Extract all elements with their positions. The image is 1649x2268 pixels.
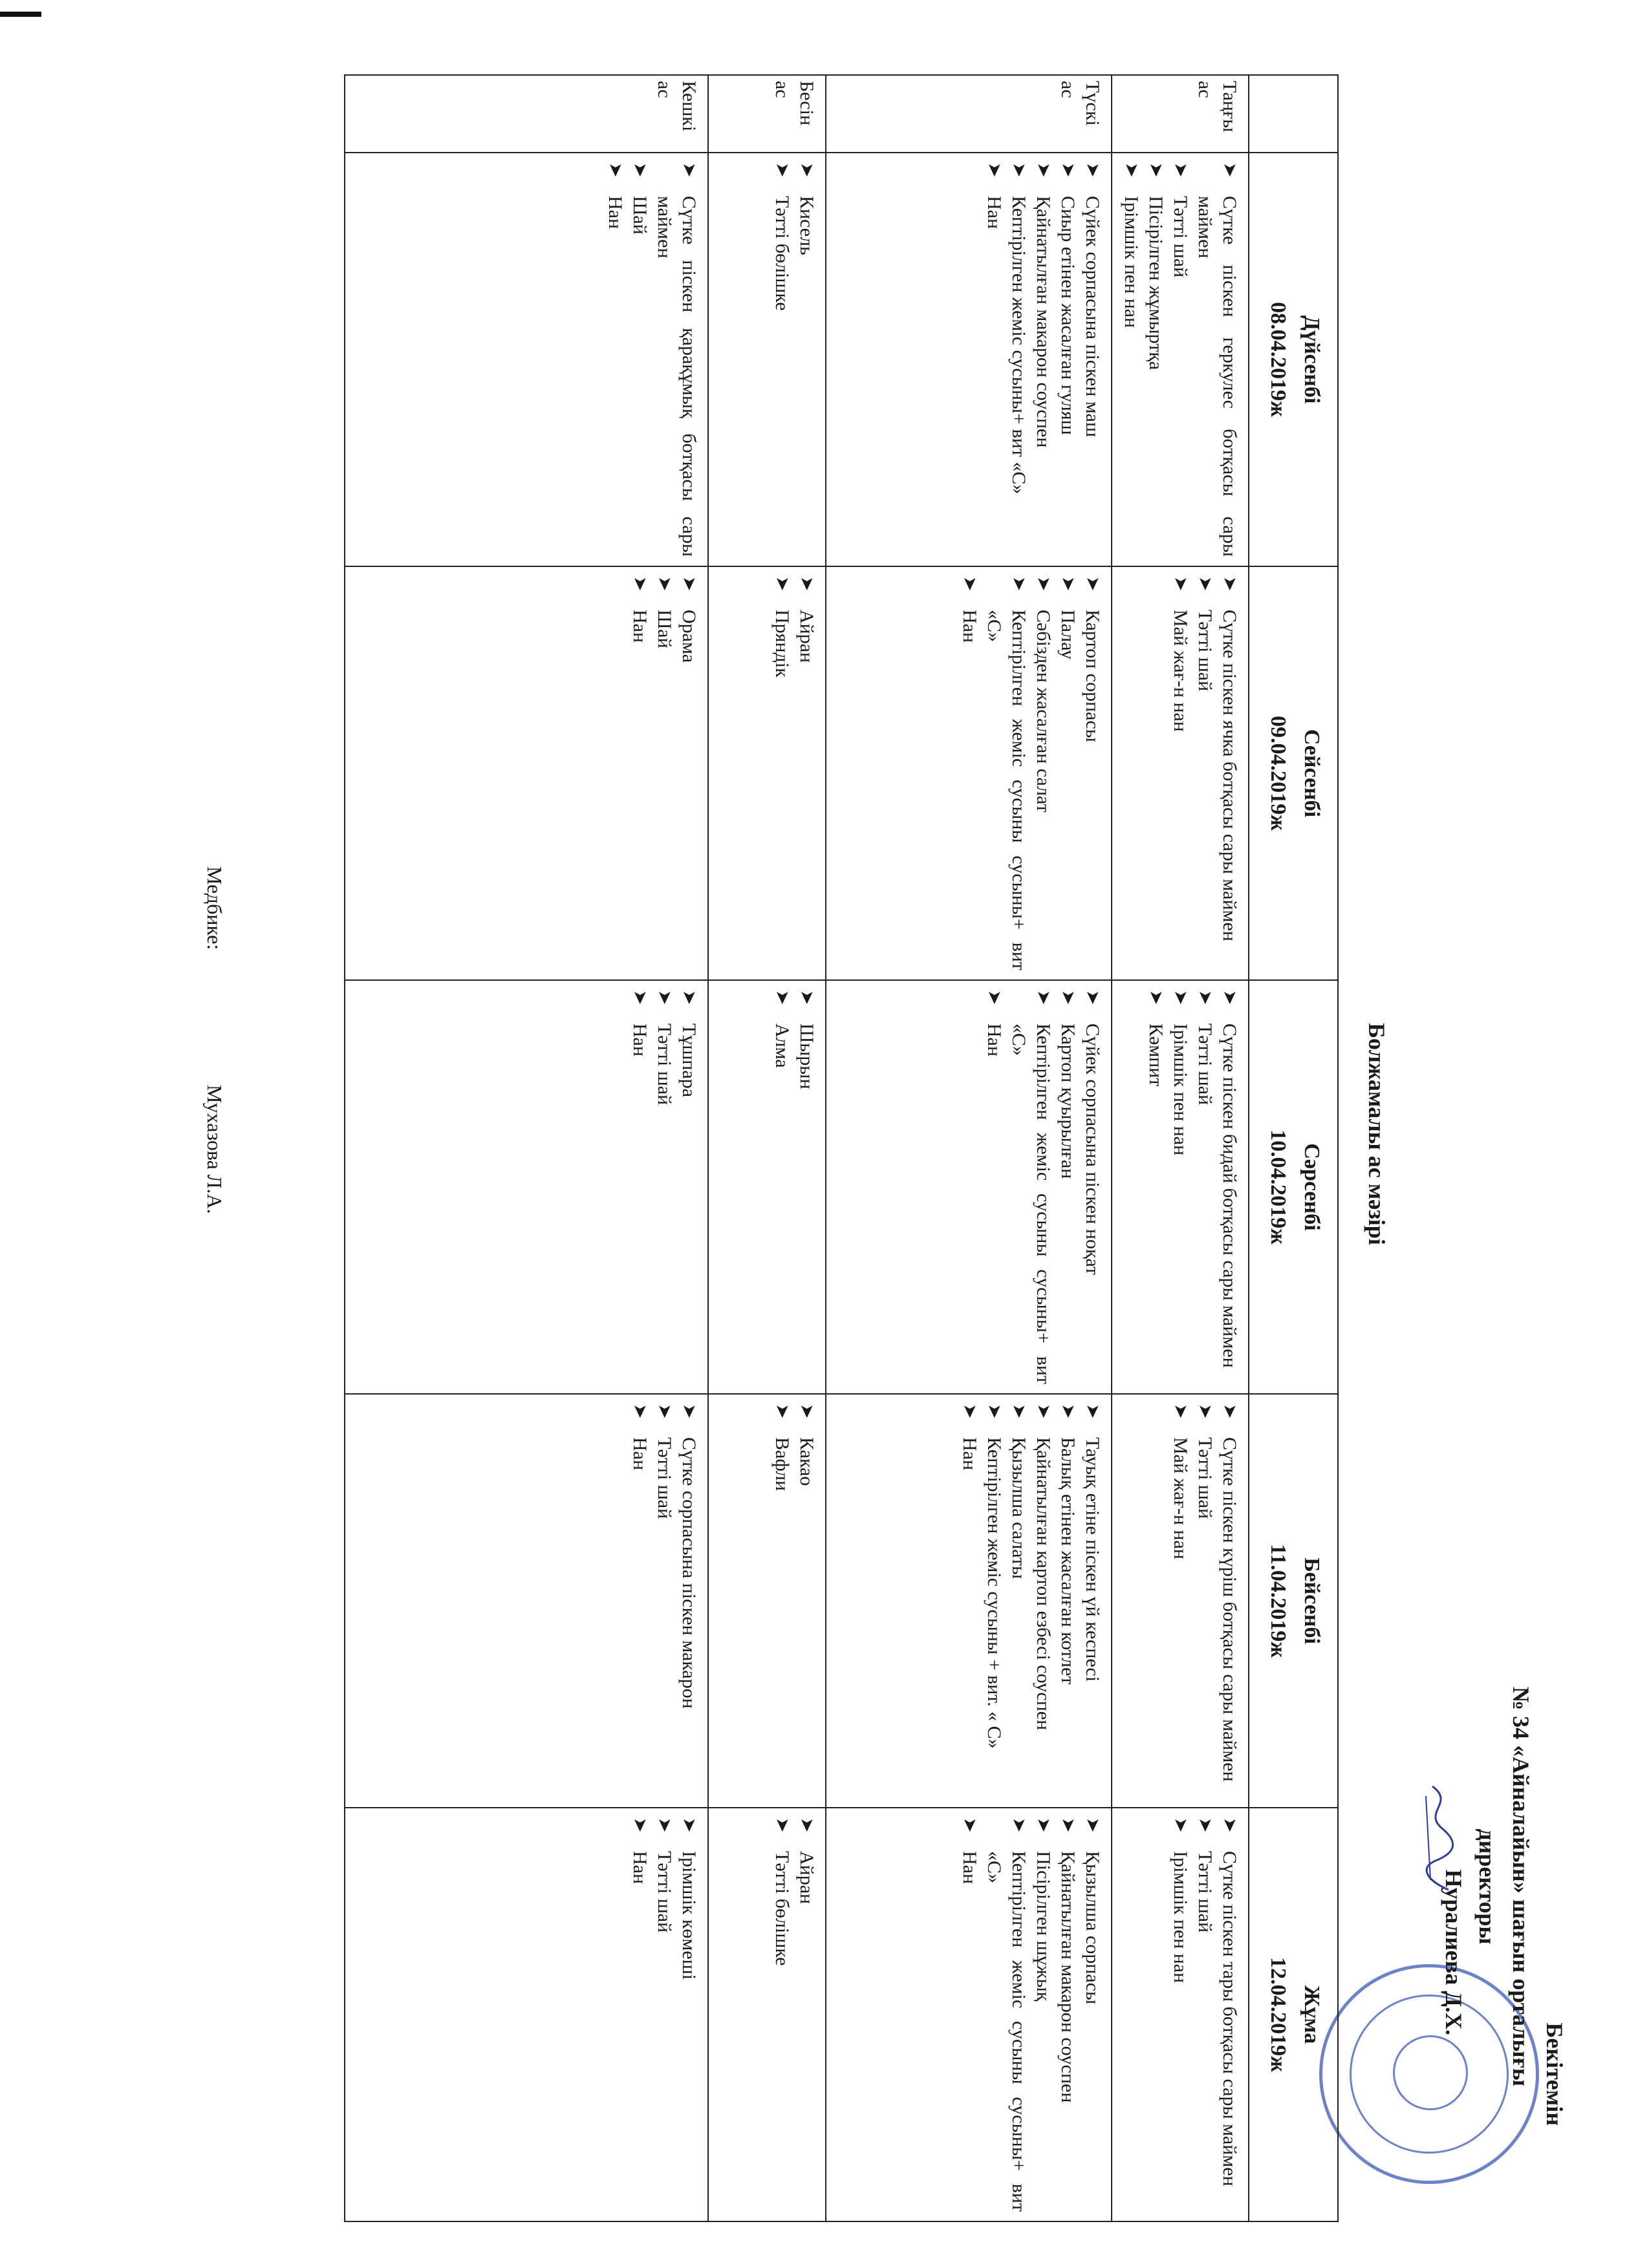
arrow-bullet-icon: ➤ bbox=[1083, 990, 1103, 1005]
dish-list bbox=[1143, 990, 1242, 1384]
dish-text: Тәтті шай bbox=[1194, 1023, 1216, 1106]
dish-item bbox=[1031, 1817, 1055, 2212]
menu-table bbox=[344, 74, 1339, 2222]
dish-item bbox=[1192, 1404, 1217, 1798]
arrow-bullet-icon: ➤ bbox=[1195, 990, 1215, 1005]
arrow-bullet-icon: ➤ bbox=[679, 1404, 699, 1419]
day-date: 12.04.2019ж bbox=[1266, 1957, 1290, 2072]
arrow-bullet-icon: ➤ bbox=[772, 1404, 792, 1419]
arrow-bullet-icon: ➤ bbox=[1033, 162, 1053, 178]
menu-cell bbox=[826, 153, 1112, 566]
arrow-bullet-icon: ➤ bbox=[605, 162, 625, 178]
dish-text: Тәтті шай bbox=[1194, 1437, 1216, 1519]
arrow-bullet-icon: ➤ bbox=[1083, 1404, 1103, 1419]
meal-row bbox=[1112, 75, 1249, 2221]
arrow-bullet-icon: ➤ bbox=[1083, 1817, 1103, 1833]
dish-item bbox=[1055, 162, 1080, 557]
arrow-bullet-icon: ➤ bbox=[984, 1404, 1004, 1419]
dish-text: Сүтке піскен қарақұмық ботқасы сары маймен bbox=[654, 196, 700, 557]
dish-text: Қайнатылған макарон соуспен bbox=[1057, 1851, 1079, 2103]
arrow-bullet-icon: ➤ bbox=[1146, 162, 1166, 178]
dish-item bbox=[1006, 1404, 1031, 1798]
arrow-bullet-icon: ➤ bbox=[1083, 576, 1103, 592]
meal-name: Таңғы ас bbox=[1112, 75, 1249, 153]
dish-item bbox=[652, 576, 676, 970]
dish-item bbox=[1006, 162, 1031, 557]
arrow-bullet-icon: ➤ bbox=[1009, 576, 1029, 592]
arrow-bullet-icon: ➤ bbox=[679, 1817, 699, 1833]
arrow-bullet-icon: ➤ bbox=[1058, 576, 1078, 592]
dish-item bbox=[676, 576, 701, 970]
dish-item bbox=[652, 162, 701, 557]
menu-cell bbox=[1112, 1808, 1249, 2221]
dish-item bbox=[1168, 576, 1192, 970]
dish-text: Кептірілген жеміс сусыны сусыны+ вит «С» bbox=[984, 610, 1029, 970]
dish-item bbox=[652, 1817, 676, 2212]
menu-cell bbox=[708, 1808, 826, 2221]
arrow-bullet-icon: ➤ bbox=[654, 1404, 674, 1419]
menu-cell bbox=[708, 153, 826, 566]
day-date: 11.04.2019ж bbox=[1266, 1544, 1290, 1658]
menu-cell bbox=[345, 1394, 708, 1808]
dish-item bbox=[652, 990, 676, 1384]
dish-text: Нан bbox=[959, 1437, 980, 1471]
arrow-bullet-icon: ➤ bbox=[797, 162, 817, 178]
approval-block bbox=[1437, 1641, 1571, 2132]
director-signature bbox=[1416, 1783, 1461, 1893]
arrow-bullet-icon: ➤ bbox=[984, 990, 1004, 1005]
header-corner-cell bbox=[1249, 75, 1338, 153]
dish-text: Нан bbox=[984, 1023, 1005, 1057]
dish-item bbox=[957, 1817, 982, 2212]
dish-text: Кептірілген жеміс сусыны сусыны+ вит «С» bbox=[984, 1851, 1029, 2212]
nurse-signature-line bbox=[202, 866, 226, 1214]
dish-text: Кәмпит bbox=[1145, 1023, 1167, 1087]
dish-item bbox=[794, 576, 819, 970]
dish-item bbox=[676, 1817, 701, 2212]
approval-title: Бекітемін bbox=[1542, 2022, 1568, 2126]
dish-text: Тәтті бөлішке bbox=[771, 196, 793, 311]
menu-cell bbox=[1112, 153, 1249, 566]
arrow-bullet-icon: ➤ bbox=[630, 576, 650, 592]
arrow-bullet-icon: ➤ bbox=[1170, 990, 1191, 1005]
dish-item bbox=[1055, 1817, 1080, 2212]
arrow-bullet-icon: ➤ bbox=[654, 1817, 674, 1833]
dish-list bbox=[770, 990, 819, 1384]
menu-cell bbox=[708, 980, 826, 1394]
dish-list bbox=[1168, 1817, 1242, 2212]
dish-text: Шырын bbox=[796, 1023, 817, 1089]
arrow-bullet-icon: ➤ bbox=[797, 990, 817, 1005]
dish-item bbox=[982, 1817, 1031, 2212]
dish-item bbox=[627, 990, 652, 1384]
dish-item bbox=[627, 162, 652, 557]
dish-item bbox=[1192, 990, 1217, 1384]
dish-item bbox=[1192, 576, 1217, 970]
dish-item bbox=[676, 990, 701, 1384]
arrow-bullet-icon: ➤ bbox=[1009, 1817, 1029, 1833]
day-header bbox=[1249, 566, 1338, 980]
dish-text: Кептірілген жеміс сусыны сусыны+ вит «С» bbox=[1008, 1023, 1054, 1384]
dish-text: Нан bbox=[605, 196, 626, 230]
dish-item bbox=[1168, 162, 1192, 557]
dish-text: Кисель bbox=[796, 196, 817, 255]
menu-cell bbox=[345, 980, 708, 1394]
nurse-name: Мухазова Л.А. bbox=[203, 1085, 226, 1214]
arrow-bullet-icon: ➤ bbox=[1170, 576, 1191, 592]
arrow-bullet-icon: ➤ bbox=[772, 990, 792, 1005]
menu-cell bbox=[345, 153, 708, 566]
arrow-bullet-icon: ➤ bbox=[1220, 162, 1240, 178]
dish-item bbox=[1031, 162, 1055, 557]
arrow-bullet-icon: ➤ bbox=[797, 1817, 817, 1833]
dish-text: Май жағ-н нан bbox=[1170, 1437, 1191, 1559]
dish-list bbox=[627, 1817, 701, 2212]
arrow-bullet-icon: ➤ bbox=[679, 576, 699, 592]
dish-item bbox=[1143, 162, 1168, 557]
dish-item bbox=[1080, 162, 1105, 557]
dish-text: Тәтті шай bbox=[1170, 196, 1191, 278]
arrow-bullet-icon: ➤ bbox=[984, 162, 1004, 178]
day-name: Бейсенбі bbox=[1300, 1557, 1324, 1644]
day-name: Сейсенбі bbox=[1300, 729, 1324, 818]
arrow-bullet-icon: ➤ bbox=[679, 990, 699, 1005]
dish-text: Сүтке піскен күріш ботқасы сары маймен bbox=[1219, 1437, 1240, 1782]
dish-text: Нан bbox=[629, 1023, 651, 1057]
dish-text: Какао bbox=[796, 1437, 817, 1486]
dish-text: Шай bbox=[629, 196, 651, 235]
dish-text: Балық етінен жасалған котлет bbox=[1057, 1437, 1079, 1685]
arrow-bullet-icon: ➤ bbox=[772, 162, 792, 178]
dish-text: Сүйек сорпасына піскен маш bbox=[1082, 196, 1103, 438]
arrow-bullet-icon: ➤ bbox=[960, 576, 980, 592]
arrow-bullet-icon: ➤ bbox=[1058, 1817, 1078, 1833]
approval-organization: № 34 «Айналайын» шағын орталығы bbox=[1508, 1686, 1534, 2087]
dish-item bbox=[1006, 990, 1055, 1384]
dish-text: Пісірілген жұмыртқа bbox=[1145, 196, 1167, 370]
day-date: 10.04.2019ж bbox=[1266, 1129, 1290, 1245]
dish-text: Ірімшік пен нан bbox=[1121, 196, 1142, 328]
dish-text: Картоп қуырылған bbox=[1057, 1023, 1079, 1179]
meal-row bbox=[345, 75, 708, 2221]
dish-list bbox=[957, 576, 1105, 970]
dish-item bbox=[603, 162, 627, 557]
menu-cell bbox=[826, 980, 1112, 1394]
arrow-bullet-icon: ➤ bbox=[960, 1817, 980, 1833]
dish-text: Нан bbox=[959, 610, 980, 643]
nurse-role-label: Медбике: bbox=[203, 866, 226, 950]
dish-list bbox=[770, 1404, 819, 1798]
dish-text: Қызылша сорпасы bbox=[1082, 1851, 1103, 2005]
dish-text: Нан bbox=[984, 196, 1005, 230]
approval-position: директоры bbox=[1474, 1828, 1500, 1945]
dish-list bbox=[1168, 576, 1242, 970]
arrow-bullet-icon: ➤ bbox=[1170, 162, 1191, 178]
day-name: Жұма bbox=[1300, 1985, 1324, 2044]
dish-text: Тәтті шай bbox=[1194, 1851, 1216, 1933]
meal-name: Түскі ас bbox=[826, 75, 1112, 153]
dish-text: Айран bbox=[796, 1851, 817, 1905]
day-header bbox=[1249, 1394, 1338, 1808]
dish-text: Нан bbox=[629, 1437, 651, 1471]
menu-cell bbox=[1112, 566, 1249, 980]
dish-item bbox=[676, 1404, 701, 1798]
dish-item bbox=[982, 162, 1006, 557]
dish-item bbox=[770, 576, 794, 970]
dish-item bbox=[770, 990, 794, 1384]
dish-list bbox=[957, 1817, 1105, 2212]
dish-item bbox=[1080, 990, 1105, 1384]
dish-item bbox=[770, 162, 794, 557]
dish-item bbox=[794, 990, 819, 1384]
arrow-bullet-icon: ➤ bbox=[1220, 990, 1240, 1005]
meal-name: Кешкі ас bbox=[345, 75, 708, 153]
day-name: Сәрсенбі bbox=[1300, 1143, 1324, 1231]
arrow-bullet-icon: ➤ bbox=[1146, 990, 1166, 1005]
dish-text: Пряндік bbox=[771, 610, 793, 678]
dish-item bbox=[957, 576, 982, 970]
arrow-bullet-icon: ➤ bbox=[654, 576, 674, 592]
arrow-bullet-icon: ➤ bbox=[1220, 576, 1240, 592]
dish-text: Айран bbox=[796, 610, 817, 663]
dish-list bbox=[627, 1404, 701, 1798]
arrow-bullet-icon: ➤ bbox=[1121, 162, 1141, 178]
dish-item bbox=[1080, 1817, 1105, 2212]
arrow-bullet-icon: ➤ bbox=[1220, 1404, 1240, 1419]
dish-text: Сәбізден жасалған салат bbox=[1033, 610, 1054, 813]
dish-text: Тәтті шай bbox=[1194, 610, 1216, 692]
dish-item bbox=[1217, 576, 1242, 970]
arrow-bullet-icon: ➤ bbox=[1058, 1404, 1078, 1419]
day-header bbox=[1249, 1808, 1338, 2221]
dish-text: Орама bbox=[678, 610, 700, 663]
menu-cell bbox=[1112, 980, 1249, 1394]
header-row bbox=[1249, 75, 1338, 2221]
dish-item bbox=[770, 1817, 794, 2212]
day-header bbox=[1249, 153, 1338, 566]
dish-list bbox=[627, 576, 701, 970]
dish-item bbox=[652, 1404, 676, 1798]
arrow-bullet-icon: ➤ bbox=[772, 1817, 792, 1833]
dish-text: Тәтті бөлішке bbox=[771, 1851, 793, 1966]
dish-item bbox=[1168, 1817, 1192, 2212]
menu-cell bbox=[345, 1808, 708, 2221]
dish-list bbox=[982, 162, 1105, 557]
dish-text: Тұшпара bbox=[678, 1023, 700, 1098]
arrow-bullet-icon: ➤ bbox=[1058, 990, 1078, 1005]
dish-list bbox=[627, 990, 701, 1384]
dish-item bbox=[1119, 162, 1143, 557]
arrow-bullet-icon: ➤ bbox=[630, 1404, 650, 1419]
dish-text: Ірімшік көмеші bbox=[678, 1851, 700, 1980]
dish-item bbox=[1055, 576, 1080, 970]
arrow-bullet-icon: ➤ bbox=[1009, 1404, 1029, 1419]
dish-text: Вафли bbox=[771, 1437, 793, 1492]
arrow-bullet-icon: ➤ bbox=[630, 162, 650, 178]
dish-text: Сүйек сорпасына піскен ноқат bbox=[1082, 1023, 1103, 1276]
dish-list bbox=[982, 990, 1105, 1384]
dish-text: Нан bbox=[629, 1851, 651, 1885]
dish-item bbox=[1168, 1404, 1192, 1798]
menu-cell bbox=[708, 566, 826, 980]
dish-item bbox=[1055, 1404, 1080, 1798]
dish-text: Қайнатылған картоп езбесі соуспен bbox=[1033, 1437, 1054, 1731]
dish-item bbox=[1143, 990, 1168, 1384]
dish-text: Тәтті шай bbox=[654, 1851, 675, 1933]
arrow-bullet-icon: ➤ bbox=[1220, 1817, 1240, 1833]
meal-row bbox=[708, 75, 826, 2221]
dish-item bbox=[794, 1404, 819, 1798]
dish-list bbox=[1119, 162, 1242, 557]
dish-text: Сүтке сорпасына піскен макарон bbox=[678, 1437, 700, 1709]
dish-list bbox=[770, 162, 819, 557]
dish-item bbox=[627, 1817, 652, 2212]
arrow-bullet-icon: ➤ bbox=[1033, 576, 1053, 592]
dish-item bbox=[957, 1404, 982, 1798]
dish-item bbox=[1217, 990, 1242, 1384]
dish-item bbox=[1080, 576, 1105, 970]
dish-item bbox=[1055, 990, 1080, 1384]
menu-cell bbox=[826, 1394, 1112, 1808]
dish-item bbox=[982, 990, 1006, 1384]
dish-item bbox=[982, 576, 1031, 970]
arrow-bullet-icon: ➤ bbox=[1083, 162, 1103, 178]
dish-item bbox=[627, 576, 652, 970]
menu-cell bbox=[826, 566, 1112, 980]
dish-list bbox=[603, 162, 701, 557]
arrow-bullet-icon: ➤ bbox=[797, 576, 817, 592]
dish-text: Палау bbox=[1057, 610, 1079, 660]
arrow-bullet-icon: ➤ bbox=[960, 1404, 980, 1419]
dish-text: Тәтті шай bbox=[654, 1023, 675, 1106]
approval-director-name: Нуралиева Д.Х. bbox=[1441, 1869, 1467, 2035]
arrow-bullet-icon: ➤ bbox=[630, 990, 650, 1005]
dish-text: Тәтті шай bbox=[654, 1437, 675, 1519]
dish-item bbox=[1217, 1817, 1242, 2212]
menu-cell bbox=[345, 566, 708, 980]
dish-list bbox=[957, 1404, 1105, 1798]
meal-name: Бесін ас bbox=[708, 75, 826, 153]
dish-item bbox=[1192, 1817, 1217, 2212]
meal-row bbox=[826, 75, 1112, 2221]
menu-cell bbox=[826, 1808, 1112, 2221]
dish-text: Нан bbox=[959, 1851, 980, 1885]
arrow-bullet-icon: ➤ bbox=[1033, 1817, 1053, 1833]
dish-item bbox=[794, 1817, 819, 2212]
menu-cell bbox=[708, 1394, 826, 1808]
day-date: 08.04.2019ж bbox=[1266, 302, 1290, 417]
day-date: 09.04.2019ж bbox=[1266, 716, 1290, 831]
dish-item bbox=[1031, 1404, 1055, 1798]
dish-text: Пісірілген шұжық bbox=[1033, 1851, 1054, 2002]
dish-text: Май жағ-н нан bbox=[1170, 610, 1191, 732]
dish-item bbox=[794, 162, 819, 557]
arrow-bullet-icon: ➤ bbox=[1195, 576, 1215, 592]
dish-item bbox=[1217, 1404, 1242, 1798]
arrow-bullet-icon: ➤ bbox=[772, 576, 792, 592]
dish-item bbox=[1168, 990, 1192, 1384]
dish-list bbox=[770, 576, 819, 970]
arrow-bullet-icon: ➤ bbox=[1009, 162, 1029, 178]
day-name: Дүйсенбі bbox=[1300, 315, 1324, 404]
arrow-bullet-icon: ➤ bbox=[1170, 1404, 1191, 1419]
arrow-bullet-icon: ➤ bbox=[1033, 990, 1053, 1005]
dish-text: Сиыр етінен жасалған гуляш bbox=[1057, 196, 1079, 435]
dish-item bbox=[627, 1404, 652, 1798]
dish-list bbox=[770, 1817, 819, 2212]
dish-text: Ірімшік пен нан bbox=[1170, 1851, 1191, 1984]
arrow-bullet-icon: ➤ bbox=[630, 1817, 650, 1833]
dish-text: Картоп сорпасы bbox=[1082, 610, 1103, 742]
day-header bbox=[1249, 980, 1338, 1394]
dish-text: Кептірілген жеміс сусыны + вит. « С» bbox=[984, 1437, 1005, 1749]
arrow-bullet-icon: ➤ bbox=[1058, 162, 1078, 178]
arrow-bullet-icon: ➤ bbox=[1170, 1817, 1191, 1833]
dish-text: Нан bbox=[629, 610, 651, 643]
dish-text: Қызылша салаты bbox=[1008, 1437, 1029, 1579]
dish-text: Ірімшік пен нан bbox=[1170, 1023, 1191, 1156]
arrow-bullet-icon: ➤ bbox=[1195, 1817, 1215, 1833]
dish-item bbox=[1031, 576, 1055, 970]
arrow-bullet-icon: ➤ bbox=[1195, 1404, 1215, 1419]
dish-list bbox=[1168, 1404, 1242, 1798]
dish-item bbox=[982, 1404, 1006, 1798]
dish-text: Шай bbox=[654, 610, 675, 648]
document-title: Болжамалы ас мәзірі bbox=[1364, 1023, 1390, 1245]
dish-text: Сүтке піскен бидай ботқасы сары маймен bbox=[1219, 1023, 1240, 1368]
dish-text: Сүтке піскен геркулес ботқасы сары маймен bbox=[1194, 196, 1240, 557]
dish-item bbox=[770, 1404, 794, 1798]
dish-text: Кептірілген жеміс сусыны+ вит «С» bbox=[1008, 196, 1029, 495]
arrow-bullet-icon: ➤ bbox=[654, 990, 674, 1005]
dish-text: Сүтке піскен ячка ботқасы сары маймен bbox=[1219, 610, 1240, 941]
dish-item bbox=[1192, 162, 1242, 557]
dish-text: Сүтке піскен тары ботқасы сары маймен bbox=[1219, 1851, 1240, 2187]
dish-text: Тауық етіне піскен үй кеспесі bbox=[1082, 1437, 1103, 1682]
arrow-bullet-icon: ➤ bbox=[679, 162, 699, 178]
arrow-bullet-icon: ➤ bbox=[797, 1404, 817, 1419]
arrow-bullet-icon: ➤ bbox=[1033, 1404, 1053, 1419]
menu-cell bbox=[1112, 1394, 1249, 1808]
dish-text: Қайнатылған макарон соуспен bbox=[1033, 196, 1054, 448]
dish-text: Алма bbox=[771, 1023, 793, 1068]
dish-item bbox=[1080, 1404, 1105, 1798]
